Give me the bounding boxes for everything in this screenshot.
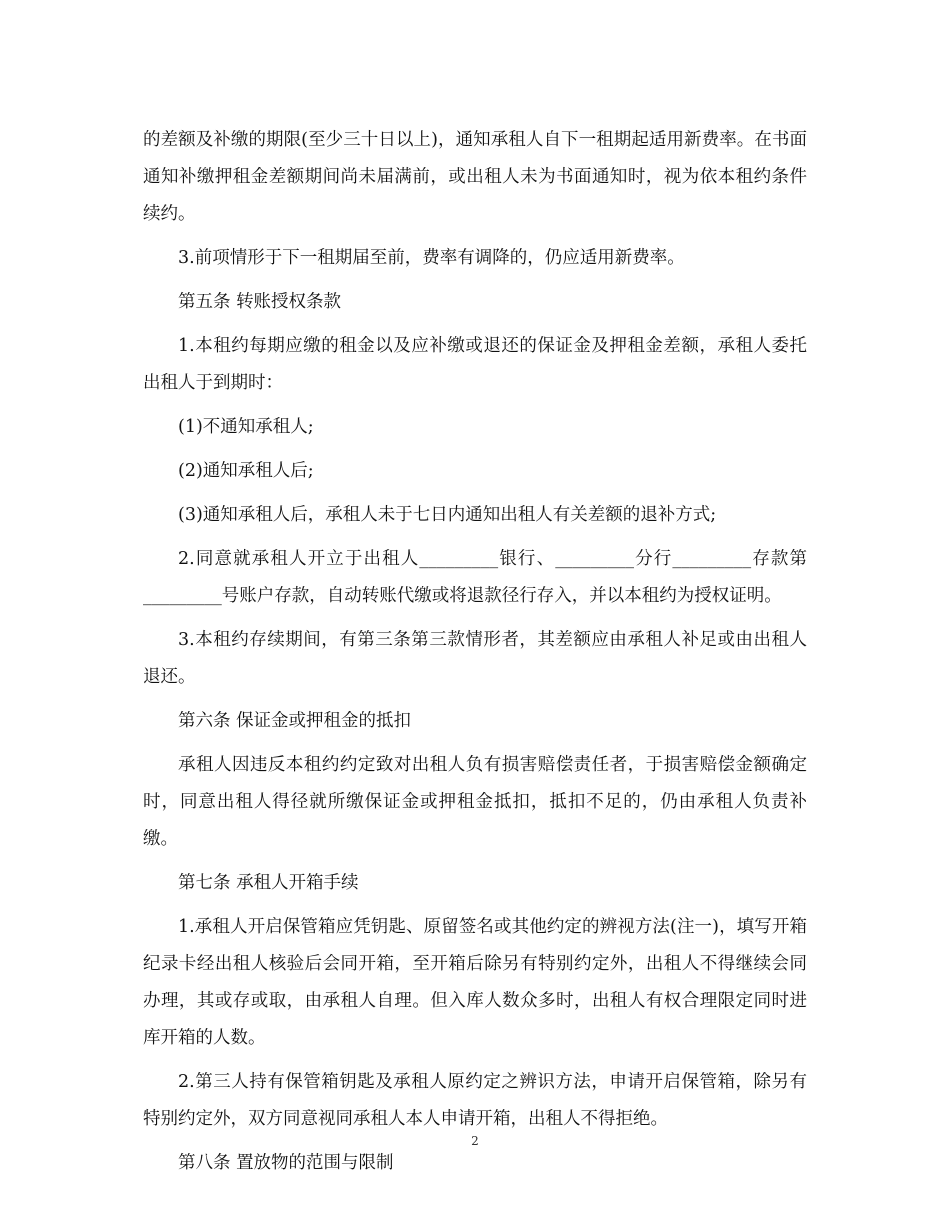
paragraph: 2.同意就承租人开立于出租人_________银行、_________分行_________存款第_________号账户存款，自动转账代缴或将退款径行存入，并以本租约为授权证明。 — [143, 549, 807, 606]
section-heading: 第八条 置放物的范围与限制 — [178, 1153, 394, 1173]
paragraph: 3.本租约存续期间，有第三条第三款情形者，其差额应由承租人补足或由出租人退还。 — [143, 630, 807, 687]
paragraph: 2.第三人持有保管箱钥匙及承租人原约定之辨识方法，申请开启保管箱，除另有特别约定外，双方同意视同承租人本人申请开箱，出租人不得拒绝。 — [143, 1072, 807, 1129]
list-item: (1)不通知承租人; — [178, 417, 314, 437]
page-number: 2 — [471, 1134, 479, 1148]
section-heading: 第五条 转账授权条款 — [178, 292, 342, 312]
paragraph: 1.本租约每期应缴的租金以及应补缴或退还的保证金及押租金差额，承租人委托出租人于到期时： — [143, 336, 807, 393]
paragraph: 1.承租人开启保管箱应凭钥匙、原留签名或其他约定的辨视方法(注一)，填写开箱纪录卡经出租人核验后会同开箱，至开箱后除另有特别约定外，出租人不得继续会同办理，其或存或取，由承租人自理。但入库人数众多时，出租人有权合理限定同时进库开箱的人数。 — [143, 917, 807, 1048]
section-heading: 第七条 承租人开箱手续 — [178, 873, 359, 893]
paragraph: 承租人因违反本租约约定致对出租人负有损害赔偿责任者，于损害赔偿金额确定时，同意出租人得径就所缴保证金或押租金抵扣，抵扣不足的，仍由承租人负责补缴。 — [143, 755, 807, 849]
document-body — [143, 122, 807, 1189]
list-item: (3)通知承租人后，承租人未于七日内通知出租人有关差额的退补方式; — [178, 505, 717, 525]
paragraph: 的差额及补缴的期限(至少三十日以上)，通知承租人自下一租期起适用新费率。在书面通知补缴押租金差额期间尚未届满前，或出租人未为书面通知时，视为依本租约条件续约。 — [143, 130, 807, 224]
paragraph: 3.前项情形于下一租期届至前，费率有调降的，仍应适用新费率。 — [178, 248, 685, 268]
list-item: (2)通知承租人后; — [178, 461, 314, 481]
section-heading: 第六条 保证金或押租金的抵扣 — [178, 711, 412, 731]
